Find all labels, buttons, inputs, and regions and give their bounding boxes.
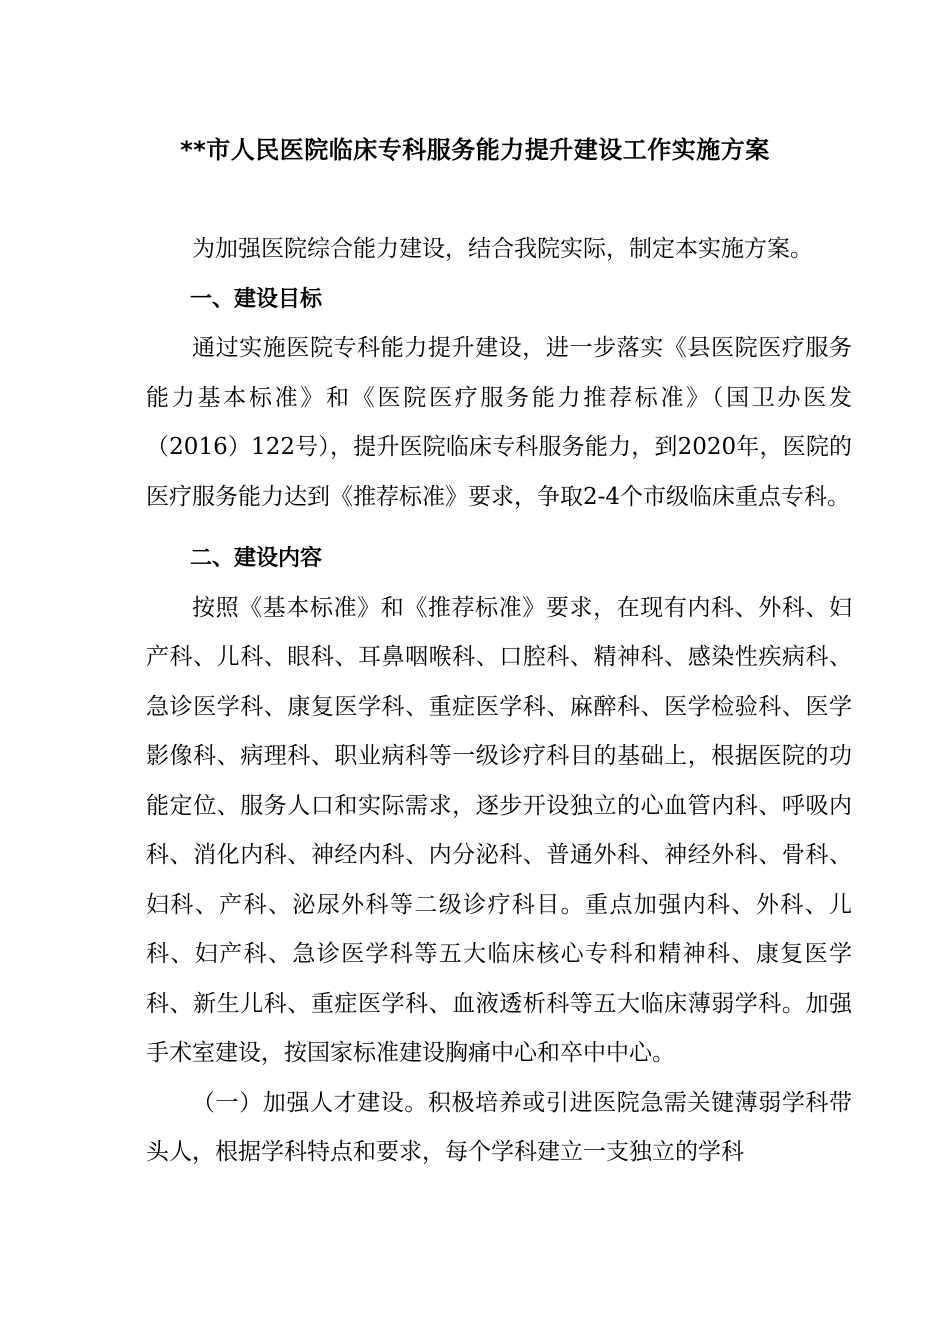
document-body	[146, 225, 852, 1178]
goals-paragraph: 通过实施医院专科能力提升建设，进一步落实《县医院医疗服务能力基本标准》和《医院医疗服务能力推荐标准》（国卫办医发（2016）122号），提升医院临床专科服务能力，到2020年，医院的医疗服务能力达到《推荐标准》要求，争取2-4个市级临床重点专科。	[146, 335, 852, 510]
document-title: **市人民医院临床专科服务能力提升建设工作实施方案	[180, 136, 770, 164]
intro-paragraph: 为加强医院综合能力建设，结合我院实际，制定本实施方案。	[192, 236, 813, 262]
section-heading-content: 二、建设内容	[190, 546, 323, 571]
section-heading-goals: 一、建设目标	[190, 286, 323, 312]
content-paragraph: 按照《基本标准》和《推荐标准》要求，在现有内科、外科、妇产科、儿科、眼科、耳鼻咽喉科、口腔科、精神科、感染性疾病科、急诊医学科、康复医学科、重症医学科、麻醉科、医学检验科、医学影像科、病理科、职业病科等一级诊疗科目的基础上，根据医院的功能定位、服务人口和实际需求，逐步开设独立的心血管内科、呼吸内科、消化内科、神经内科、内分泌科、普通外科、神经外科、骨科、妇科、产科、泌尿外科等二级诊疗科目。重点加强内科、外科、儿科、妇产科、急诊医学科等五大临床核心专科和精神科、康复医学科、新生儿科、重症医学科、血液透析科等五大临床薄弱学科。加强手术室建设，按国家标准建设胸痛中心和卒中中心。	[146, 594, 852, 1066]
talent-paragraph: （一）加强人才建设。积极培养或引进医院急需关键薄弱学科带头人，根据学科特点和要求，每个学科建立一支独立的学科	[146, 1089, 852, 1165]
